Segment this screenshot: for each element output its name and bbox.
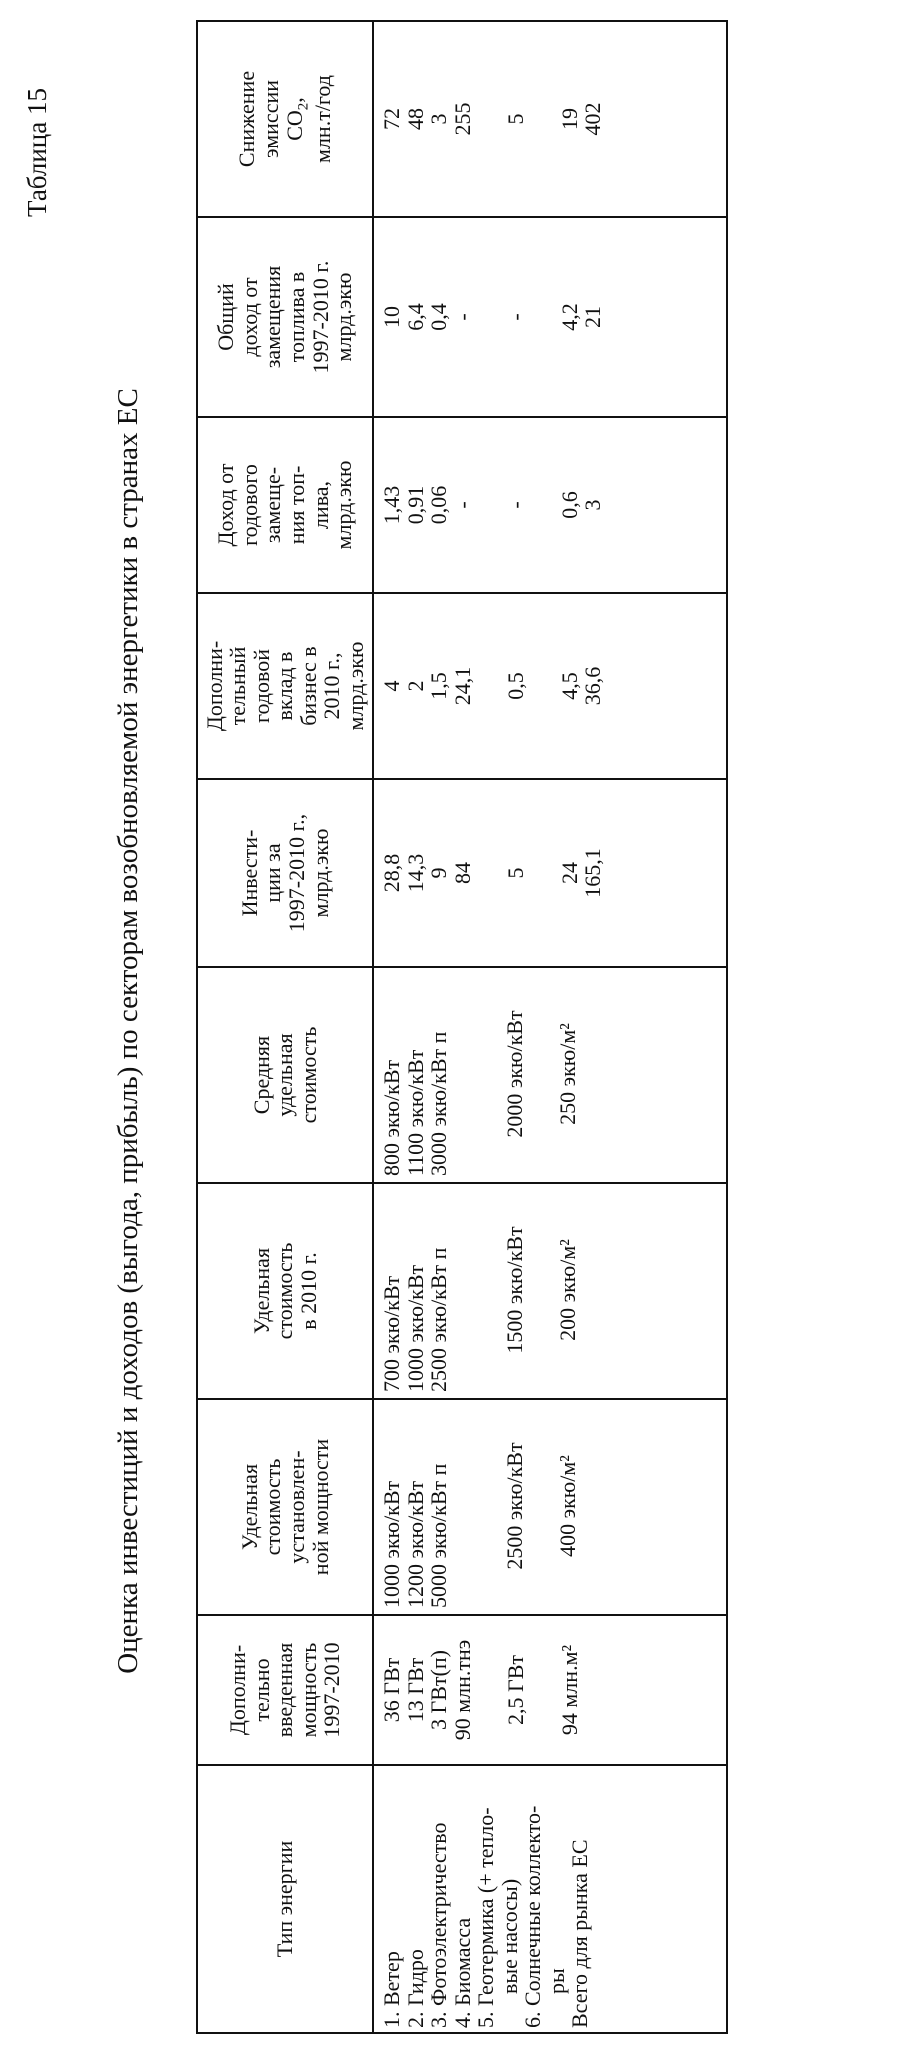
energy-type-wind: 1. Ветер	[379, 1951, 404, 2028]
unit-cost-2010-value: 2500 экю/кВт п	[426, 1247, 452, 1392]
capacity-value: 90 млн.тнэ	[449, 1639, 475, 1741]
col-header-total-income	[197, 217, 373, 417]
annual-income-value: 1,43	[379, 485, 404, 525]
header-line: млрд.экю	[331, 272, 357, 362]
energy-type-geothermal-cont: вые насосы)	[496, 1878, 522, 1994]
col-header-co2-reduction	[197, 21, 373, 217]
capacity-value: 36 ГВт	[379, 1657, 404, 1723]
header-line: млрд.экю	[342, 641, 368, 731]
co2-reduction-value: 255	[449, 102, 475, 136]
header-line: Средняя	[248, 1035, 274, 1115]
capacity-value: 13 ГВт	[402, 1657, 428, 1723]
cell-unit-cost-installed	[373, 1399, 727, 1615]
annual-income-value: 0,91	[402, 485, 428, 525]
annual-business-value: 24,1	[449, 666, 475, 706]
header-line: лива,	[307, 480, 333, 530]
col-header-energy-type: Тип энергии	[197, 1765, 373, 2033]
energy-type-solar-collectors: 6. Солнечные коллекто-	[520, 1805, 546, 2028]
co2-reduction-value: 5	[503, 113, 529, 125]
header-line: доход от	[236, 277, 262, 357]
energy-type-solar-collectors-cont: ры	[543, 1968, 569, 1994]
unit-cost-installed-value: 1200 экю/кВт	[402, 1480, 428, 1608]
header-line: эмиссии	[258, 79, 284, 159]
investments-value: 9	[426, 867, 452, 879]
header-line: млн.т/год	[309, 75, 335, 163]
unit-cost-installed-value: 1000 экю/кВт	[379, 1480, 404, 1608]
energy-type-photovoltaic: 3. Фотоэлектричество	[426, 1822, 452, 2028]
avg-unit-cost-value: 2000 экю/кВт	[501, 1010, 527, 1138]
capacity-value: 2,5 ГВт	[503, 1655, 529, 1726]
cell-total-income	[373, 217, 727, 417]
annual-income-value: 3	[580, 499, 606, 511]
unit-cost-installed-value: 400 экю/м²	[555, 1455, 581, 1557]
avg-unit-cost-value: 800 экю/кВт	[379, 1059, 404, 1176]
header-line: тельно	[248, 1658, 274, 1722]
capacity-value: 3 ГВт(п)	[426, 1650, 452, 1730]
header-line: 1997-2010 г.,	[284, 813, 309, 933]
total-income-value: 10	[379, 306, 404, 328]
data-table	[196, 20, 728, 2034]
unit-cost-installed-value: 5000 экю/кВт п	[426, 1463, 452, 1608]
header-row	[197, 21, 373, 2033]
annual-business-value: 1,5	[426, 672, 452, 700]
col-header-investments	[197, 779, 373, 967]
total-income-value: 4,2	[556, 303, 582, 331]
unit-cost-installed-value: 2500 экю/кВт	[501, 1442, 527, 1570]
avg-unit-cost-value: 3000 экю/кВт п	[426, 1031, 452, 1176]
co2-reduction-value: 19	[556, 108, 582, 130]
total-income-value: 0,4	[426, 303, 452, 331]
header-line: установлен-	[284, 1450, 309, 1564]
investments-value: 5	[503, 867, 529, 879]
header-line: $CO_2$,	[281, 97, 311, 141]
header-line: замещения	[260, 265, 286, 369]
energy-type-hydro: 2. Гидро	[402, 1949, 428, 2028]
header-line: стоимость	[272, 1242, 298, 1340]
header-line: ции за	[260, 843, 286, 903]
header-line: 1997-2010 г.	[307, 260, 333, 374]
col-header-annual-business	[197, 593, 373, 779]
capacity-value: 94 млн.м²	[556, 1644, 582, 1736]
header-line: Общий	[213, 283, 239, 351]
co2-reduction-value: 402	[580, 102, 606, 136]
annual-business-value: 4,5	[556, 672, 582, 700]
annual-income-value: -	[449, 501, 475, 509]
header-line: млрд.экю	[331, 460, 357, 550]
co2-reduction-value: 3	[426, 113, 452, 125]
total-income-value: 21	[580, 306, 606, 328]
header-line: Снижение	[234, 70, 260, 168]
header-line: тельный	[225, 646, 251, 726]
cell-annual-income	[373, 417, 727, 593]
annual-income-value: 0,6	[556, 491, 582, 519]
co2-reduction-value: 72	[379, 108, 404, 130]
header-line: в 2010 г.	[295, 1252, 321, 1330]
cell-avg-unit-cost	[373, 967, 727, 1183]
header-line: 2010 г.,	[319, 652, 345, 720]
total-income-value: -	[449, 313, 475, 321]
investments-value: 24	[556, 862, 582, 884]
header-line: Удельная	[248, 1247, 274, 1335]
cell-co2-reduction	[373, 21, 727, 217]
header-line: вклад в	[272, 651, 298, 721]
unit-cost-2010-value: 200 экю/м²	[555, 1239, 581, 1341]
header-line: введенная	[272, 1642, 298, 1738]
investments-value: 84	[449, 862, 475, 884]
unit-cost-2010-value: 1500 экю/кВт	[501, 1226, 527, 1354]
avg-unit-cost-value: 1100 экю/кВт	[402, 1049, 428, 1176]
cell-capacity	[373, 1615, 727, 1765]
header-line: ния топ-	[284, 465, 309, 545]
annual-income-value: 0,06	[426, 485, 452, 525]
header-line: стоимость	[295, 1026, 321, 1124]
avg-unit-cost-value: 250 экю/м²	[555, 1023, 581, 1125]
unit-cost-2010-value: 700 экю/кВт	[379, 1275, 404, 1392]
header-line: бизнес в	[295, 646, 321, 726]
annual-business-value: 2	[402, 680, 428, 692]
header-line: 1997-2010	[319, 1642, 345, 1738]
table-number: Таблица 15	[22, 88, 52, 217]
header-line: Инвести-	[236, 829, 262, 917]
header-line: годового	[236, 464, 262, 546]
header-line: мощность	[295, 1642, 321, 1738]
header-line: удельная	[272, 1033, 298, 1117]
annual-income-value: -	[503, 501, 529, 509]
col-header-avg-unit-cost	[197, 967, 373, 1183]
col-header-annual-income	[197, 417, 373, 593]
header-line: млрд.экю	[307, 828, 333, 918]
annual-business-value: 0,5	[503, 672, 529, 700]
energy-type-total: Всего для рынка ЕС	[567, 1839, 593, 2028]
header-line: Дополни-	[225, 1644, 251, 1736]
header-line: Доход от	[213, 463, 239, 547]
header-line: стоимость	[260, 1458, 286, 1556]
col-header-capacity	[197, 1615, 373, 1765]
unit-cost-2010-value: 1000 экю/кВт	[402, 1264, 428, 1392]
energy-type-geothermal: 5. Геотермика (+ тепло-	[473, 1807, 499, 2028]
header-line: Удельная	[236, 1463, 262, 1551]
investments-value: 14,3	[402, 853, 428, 893]
cell-annual-business	[373, 593, 727, 779]
investments-value: 165,1	[580, 848, 606, 898]
header-line: Дополни-	[201, 640, 227, 732]
cell-unit-cost-2010	[373, 1183, 727, 1399]
annual-business-value: 36,6	[580, 666, 606, 706]
col-header-unit-cost-2010	[197, 1183, 373, 1399]
data-row	[373, 21, 727, 2033]
total-income-value: 6,4	[402, 303, 428, 331]
header-line: топлива в	[284, 271, 309, 363]
energy-type-biomass: 4. Биомасса	[449, 1917, 475, 2028]
col-header-unit-cost-installed	[197, 1399, 373, 1615]
header-line: ной мощности	[307, 1438, 333, 1576]
total-income-value: -	[503, 313, 529, 321]
header-line: годовой	[248, 648, 274, 724]
annual-business-value: 4	[379, 680, 404, 692]
table-title: Оценка инвестиций и доходов (выгода, прибыль) по секторам возобновляемой энергетики в странах ЕС	[112, 388, 144, 1674]
investments-value: 28,8	[379, 853, 404, 893]
cell-investments	[373, 779, 727, 967]
co2-reduction-value: 48	[402, 108, 428, 130]
header-line: замеще-	[260, 466, 286, 544]
cell-energy-types	[373, 1765, 727, 2033]
